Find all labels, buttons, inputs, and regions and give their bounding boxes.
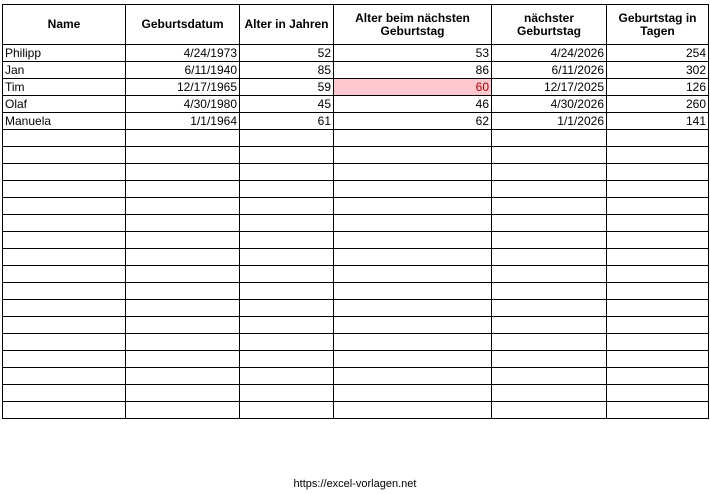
empty-cell-geburtsdatum[interactable]: [126, 130, 240, 147]
empty-cell-geburtsdatum[interactable]: [126, 300, 240, 317]
empty-cell-alter[interactable]: [240, 334, 334, 351]
empty-cell-name[interactable]: [3, 385, 126, 402]
empty-cell-naechster-geburtstag[interactable]: [492, 402, 607, 419]
cell-naechster-geburtstag[interactable]: 12/17/2025: [492, 79, 607, 96]
empty-cell-alter-naechster[interactable]: [334, 334, 492, 351]
empty-cell-name[interactable]: [3, 334, 126, 351]
empty-cell-name[interactable]: [3, 215, 126, 232]
table-row: [3, 45, 709, 62]
empty-cell-tage[interactable]: [607, 368, 709, 385]
empty-cell-name[interactable]: [3, 198, 126, 215]
empty-cell-naechster-geburtstag[interactable]: [492, 215, 607, 232]
empty-cell-geburtsdatum[interactable]: [126, 385, 240, 402]
empty-cell-tage[interactable]: [607, 181, 709, 198]
empty-table-row: [3, 351, 709, 368]
empty-cell-name[interactable]: [3, 164, 126, 181]
cell-tage[interactable]: 254: [607, 45, 709, 62]
empty-cell-geburtsdatum[interactable]: [126, 181, 240, 198]
empty-cell-tage[interactable]: [607, 317, 709, 334]
empty-cell-alter[interactable]: [240, 181, 334, 198]
empty-cell-tage[interactable]: [607, 402, 709, 419]
cell-geburtsdatum[interactable]: 4/30/1980: [126, 96, 240, 113]
empty-cell-alter[interactable]: [240, 266, 334, 283]
empty-cell-naechster-geburtstag[interactable]: [492, 181, 607, 198]
empty-cell-alter-naechster[interactable]: [334, 368, 492, 385]
empty-cell-alter-naechster[interactable]: [334, 198, 492, 215]
empty-cell-geburtsdatum[interactable]: [126, 249, 240, 266]
cell-naechster-geburtstag[interactable]: 6/11/2026: [492, 62, 607, 79]
empty-cell-tage[interactable]: [607, 351, 709, 368]
empty-cell-alter-naechster[interactable]: [334, 249, 492, 266]
cell-name[interactable]: Olaf: [3, 96, 126, 113]
header-naechster-geburtstag[interactable]: nächster Geburtstag: [492, 5, 607, 45]
empty-cell-naechster-geburtstag[interactable]: [492, 164, 607, 181]
empty-cell-name[interactable]: [3, 181, 126, 198]
empty-cell-name[interactable]: [3, 368, 126, 385]
cell-alter[interactable]: 59: [240, 79, 334, 96]
empty-cell-name[interactable]: [3, 283, 126, 300]
empty-cell-tage[interactable]: [607, 334, 709, 351]
empty-cell-geburtsdatum[interactable]: [126, 334, 240, 351]
empty-cell-alter-naechster[interactable]: [334, 300, 492, 317]
cell-naechster-geburtstag[interactable]: 1/1/2026: [492, 113, 607, 130]
empty-table-row: [3, 181, 709, 198]
empty-cell-alter-naechster[interactable]: [334, 385, 492, 402]
cell-alter-naechster-highlighted[interactable]: 60: [334, 79, 492, 96]
empty-cell-tage[interactable]: [607, 266, 709, 283]
empty-cell-alter[interactable]: [240, 130, 334, 147]
table-row: [3, 79, 709, 96]
cell-alter-naechster[interactable]: 53: [334, 45, 492, 62]
empty-table-row: [3, 402, 709, 419]
cell-name[interactable]: Manuela: [3, 113, 126, 130]
empty-cell-name[interactable]: [3, 249, 126, 266]
empty-cell-alter-naechster[interactable]: [334, 351, 492, 368]
cell-naechster-geburtstag[interactable]: 4/30/2026: [492, 96, 607, 113]
birthday-table: [2, 4, 709, 419]
cell-alter-naechster[interactable]: 46: [334, 96, 492, 113]
cell-alter[interactable]: 52: [240, 45, 334, 62]
empty-cell-geburtsdatum[interactable]: [126, 147, 240, 164]
empty-cell-alter[interactable]: [240, 317, 334, 334]
empty-cell-geburtsdatum[interactable]: [126, 266, 240, 283]
empty-cell-naechster-geburtstag[interactable]: [492, 198, 607, 215]
empty-cell-name[interactable]: [3, 317, 126, 334]
empty-cell-alter-naechster[interactable]: [334, 402, 492, 419]
empty-cell-naechster-geburtstag[interactable]: [492, 130, 607, 147]
empty-cell-tage[interactable]: [607, 300, 709, 317]
empty-cell-geburtsdatum[interactable]: [126, 215, 240, 232]
empty-cell-alter-naechster[interactable]: [334, 232, 492, 249]
empty-cell-naechster-geburtstag[interactable]: [492, 232, 607, 249]
empty-cell-geburtsdatum[interactable]: [126, 351, 240, 368]
cell-name[interactable]: Jan: [3, 62, 126, 79]
cell-name[interactable]: Philipp: [3, 45, 126, 62]
empty-cell-tage[interactable]: [607, 215, 709, 232]
header-geburtsdatum[interactable]: Geburtsdatum: [126, 5, 240, 45]
empty-table-row: [3, 198, 709, 215]
empty-cell-alter-naechster[interactable]: [334, 266, 492, 283]
empty-cell-alter-naechster[interactable]: [334, 317, 492, 334]
empty-cell-naechster-geburtstag[interactable]: [492, 351, 607, 368]
empty-cell-geburtsdatum[interactable]: [126, 283, 240, 300]
header-alter-naechster-geburtstag[interactable]: Alter beim nächsten Geburtstag: [334, 5, 492, 45]
empty-cell-name[interactable]: [3, 130, 126, 147]
empty-cell-tage[interactable]: [607, 130, 709, 147]
empty-cell-alter[interactable]: [240, 402, 334, 419]
empty-table-row: [3, 215, 709, 232]
empty-cell-alter[interactable]: [240, 249, 334, 266]
empty-cell-geburtsdatum[interactable]: [126, 402, 240, 419]
cell-tage[interactable]: 141: [607, 113, 709, 130]
empty-cell-alter-naechster[interactable]: [334, 164, 492, 181]
empty-cell-alter-naechster[interactable]: [334, 215, 492, 232]
empty-table-row: [3, 368, 709, 385]
empty-cell-tage[interactable]: [607, 232, 709, 249]
cell-alter-naechster[interactable]: 62: [334, 113, 492, 130]
empty-cell-alter-naechster[interactable]: [334, 283, 492, 300]
empty-cell-tage[interactable]: [607, 164, 709, 181]
empty-cell-tage[interactable]: [607, 249, 709, 266]
cell-geburtsdatum[interactable]: 6/11/1940: [126, 62, 240, 79]
empty-cell-alter[interactable]: [240, 385, 334, 402]
empty-table-row: [3, 300, 709, 317]
empty-cell-naechster-geburtstag[interactable]: [492, 368, 607, 385]
empty-cell-name[interactable]: [3, 300, 126, 317]
cell-geburtsdatum[interactable]: 4/24/1973: [126, 45, 240, 62]
empty-cell-name[interactable]: [3, 232, 126, 249]
empty-cell-alter[interactable]: [240, 215, 334, 232]
cell-alter-naechster[interactable]: 86: [334, 62, 492, 79]
cell-tage[interactable]: 302: [607, 62, 709, 79]
empty-cell-naechster-geburtstag[interactable]: [492, 385, 607, 402]
empty-cell-tage[interactable]: [607, 198, 709, 215]
empty-cell-geburtsdatum[interactable]: [126, 232, 240, 249]
empty-cell-alter[interactable]: [240, 351, 334, 368]
empty-table-row: [3, 249, 709, 266]
empty-cell-alter[interactable]: [240, 232, 334, 249]
empty-table-row: [3, 385, 709, 402]
empty-cell-alter[interactable]: [240, 198, 334, 215]
cell-name[interactable]: Tim: [3, 79, 126, 96]
cell-geburtsdatum[interactable]: 1/1/1964: [126, 113, 240, 130]
cell-alter[interactable]: 45: [240, 96, 334, 113]
empty-table-row: [3, 147, 709, 164]
cell-naechster-geburtstag[interactable]: 4/24/2026: [492, 45, 607, 62]
empty-cell-naechster-geburtstag[interactable]: [492, 266, 607, 283]
empty-cell-alter[interactable]: [240, 147, 334, 164]
empty-cell-naechster-geburtstag[interactable]: [492, 300, 607, 317]
cell-tage[interactable]: 126: [607, 79, 709, 96]
empty-table-row: [3, 317, 709, 334]
cell-alter[interactable]: 61: [240, 113, 334, 130]
empty-table-row: [3, 283, 709, 300]
header-alter-in-jahren[interactable]: Alter in Jahren: [240, 5, 334, 45]
empty-cell-alter-naechster[interactable]: [334, 181, 492, 198]
empty-table-row: [3, 164, 709, 181]
empty-table-row: [3, 130, 709, 147]
empty-cell-naechster-geburtstag[interactable]: [492, 147, 607, 164]
table-row: [3, 62, 709, 79]
header-geburtstag-in-tagen[interactable]: Geburtstag in Tagen: [607, 5, 709, 45]
empty-table-row: [3, 334, 709, 351]
header-name[interactable]: Name: [3, 5, 126, 45]
empty-cell-tage[interactable]: [607, 385, 709, 402]
empty-cell-alter[interactable]: [240, 300, 334, 317]
empty-cell-geburtsdatum[interactable]: [126, 368, 240, 385]
empty-cell-geburtsdatum[interactable]: [126, 164, 240, 181]
empty-cell-tage[interactable]: [607, 283, 709, 300]
empty-cell-name[interactable]: [3, 402, 126, 419]
cell-alter[interactable]: 85: [240, 62, 334, 79]
empty-cell-name[interactable]: [3, 266, 126, 283]
empty-cell-alter-naechster[interactable]: [334, 147, 492, 164]
empty-cell-alter[interactable]: [240, 164, 334, 181]
empty-cell-naechster-geburtstag[interactable]: [492, 334, 607, 351]
header-row: [3, 5, 709, 45]
empty-cell-geburtsdatum[interactable]: [126, 198, 240, 215]
empty-cell-name[interactable]: [3, 351, 126, 368]
cell-tage[interactable]: 260: [607, 96, 709, 113]
empty-cell-name[interactable]: [3, 147, 126, 164]
empty-cell-naechster-geburtstag[interactable]: [492, 249, 607, 266]
empty-cell-naechster-geburtstag[interactable]: [492, 317, 607, 334]
footer-url[interactable]: https://excel-vorlagen.net: [293, 478, 417, 490]
cell-geburtsdatum[interactable]: 12/17/1965: [126, 79, 240, 96]
empty-cell-alter-naechster[interactable]: [334, 130, 492, 147]
empty-cell-alter[interactable]: [240, 368, 334, 385]
table-row: [3, 96, 709, 113]
table-row: [3, 113, 709, 130]
empty-cell-tage[interactable]: [607, 147, 709, 164]
empty-cell-alter[interactable]: [240, 283, 334, 300]
empty-cell-geburtsdatum[interactable]: [126, 317, 240, 334]
empty-table-row: [3, 266, 709, 283]
empty-table-row: [3, 232, 709, 249]
empty-cell-naechster-geburtstag[interactable]: [492, 283, 607, 300]
